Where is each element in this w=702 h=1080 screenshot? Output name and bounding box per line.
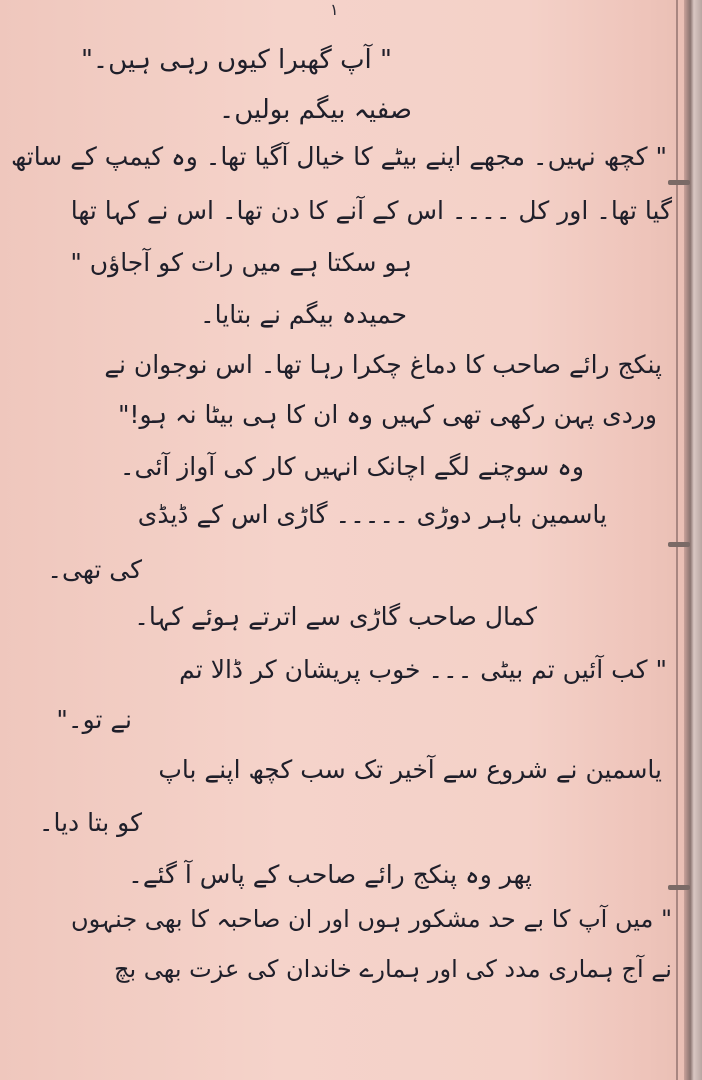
text-line: صفیہ بیگم بولیں۔ xyxy=(218,95,412,125)
text-line: نے تو۔" xyxy=(56,705,132,734)
binding-staple xyxy=(668,180,690,185)
text-line: وردی پہن رکھی تھی کہیں وہ ان کا ہی بیٹا نہ ہو!" xyxy=(117,400,657,429)
text-line: گیا تھا۔ اور کل ۔۔۔۔ اس کے آنے کا دن تھا۔ اس نے کہا تھا xyxy=(70,196,672,225)
page-number: ۱ xyxy=(330,0,339,19)
text-line: نے آج ہماری مدد کی اور ہمارے خاندان کی عزت بھی بچ xyxy=(114,955,672,983)
text-line: " آپ گھبرا کیوں رہی ہیں۔" xyxy=(80,45,392,75)
binding-staple xyxy=(668,885,690,890)
book-spine xyxy=(684,0,702,1080)
binding-staple xyxy=(668,542,690,547)
text-line: یاسمین باہر دوڑی ۔۔۔۔۔ گاڑی اس کے ڈیڈی xyxy=(137,500,607,529)
text-line: یاسمین نے شروع سے آخیر تک سب کچھ اپنے باپ xyxy=(158,755,662,784)
text-line: حمیدہ بیگم نے بتایا۔ xyxy=(200,300,407,329)
text-line: " کب آئیں تم بیٹی ۔۔۔ خوب پریشان کر ڈالا تم xyxy=(179,655,667,684)
text-line: ہو سکتا ہے میں رات کو آجاؤں " xyxy=(70,248,412,277)
text-line: پھر وہ پنکج رائے صاحب کے پاس آ گئے۔ xyxy=(128,860,532,889)
text-line: پنکج رائے صاحب کا دماغ چکرا رہا تھا۔ اس نوجوان نے xyxy=(104,350,662,379)
text-line: وہ سوچنے لگے اچانک انہیں کار کی آواز آئی۔ xyxy=(119,452,584,481)
text-line: کی تھی۔ xyxy=(47,555,142,584)
text-line: " کچھ نہیں۔ مجھے اپنے بیٹے کا خیال آگیا تھا۔ وہ کیمپ کے ساتھ xyxy=(10,142,667,171)
text-line: " میں آپ کا بے حد مشکور ہوں اور ان صاحبہ کا بھی جنہوں xyxy=(71,905,672,933)
page-fold-line xyxy=(676,0,678,1080)
text-line: کو بتا دیا۔ xyxy=(38,808,142,837)
text-line: کمال صاحب گاڑی سے اترتے ہوئے کہا۔ xyxy=(134,602,537,631)
